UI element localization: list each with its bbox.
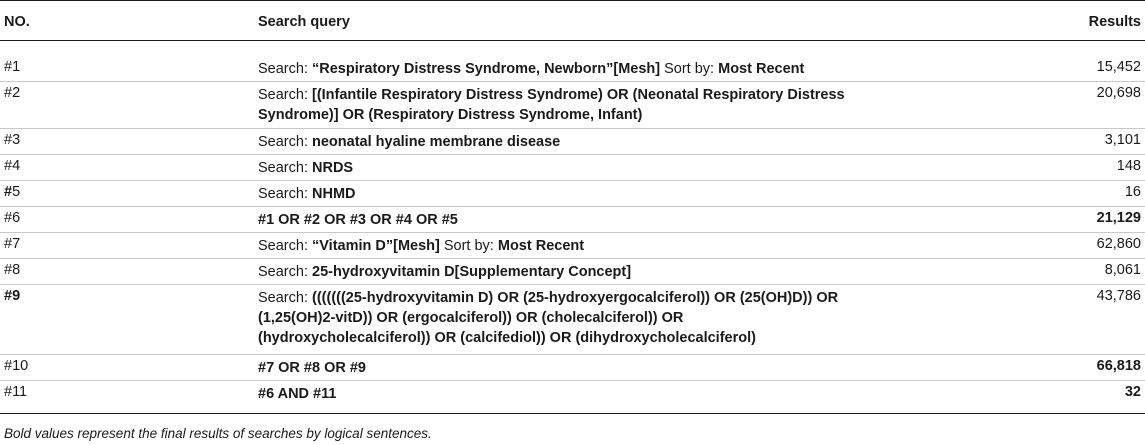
search-query: Search: (((((((25-hydroxyvitamin D) OR (25-hydroxyergocalciferol)) OR (25(OH)D)) OR (1,25(OH)2-vitD)) OR (ergocalciferol)) OR (cholecalciferol)) OR (hydroxycholecalciferol)) OR (calcifediol)) OR (dihydroxycholecalciferol) xyxy=(258,290,839,346)
row-divider xyxy=(0,81,1145,82)
search-query: Search: 25-hydroxyvitamin D[Supplementary Concept] xyxy=(258,264,632,280)
row-divider xyxy=(0,380,1145,381)
header-rule xyxy=(0,40,1145,41)
row-number: #5 xyxy=(4,184,21,200)
row-divider xyxy=(0,284,1145,285)
header-search-query: Search query xyxy=(258,14,350,30)
result-count: 66,818 xyxy=(1096,358,1141,374)
row-number: #8 xyxy=(4,262,21,278)
row-divider xyxy=(0,258,1145,259)
row-number: #11 xyxy=(4,384,28,400)
row-number: #10 xyxy=(4,358,29,374)
search-query: #7 OR #8 OR #9 xyxy=(258,360,366,376)
row-divider xyxy=(0,180,1145,181)
search-query: Search: NRDS xyxy=(258,160,354,176)
row-divider xyxy=(0,128,1145,129)
result-count: 16 xyxy=(1124,184,1141,200)
result-count: 32 xyxy=(1124,384,1141,400)
row-divider xyxy=(0,354,1145,355)
result-count: 148 xyxy=(1116,158,1141,174)
row-number: #9 xyxy=(4,288,21,304)
result-count: 3,101 xyxy=(1104,132,1141,148)
row-number: #7 xyxy=(4,236,21,252)
row-divider xyxy=(0,206,1145,207)
row-divider xyxy=(0,154,1145,155)
result-count: 15,452 xyxy=(1096,59,1141,75)
header-no: NO. xyxy=(4,14,30,30)
search-query: #6 AND #11 xyxy=(258,386,337,402)
row-number: #4 xyxy=(4,158,21,174)
search-query: Search: “Respiratory Distress Syndrome, Newborn”[Mesh] Sort by: Most Recent xyxy=(258,61,805,77)
result-count: 62,860 xyxy=(1096,236,1141,252)
search-query: Search: “Vitamin D”[Mesh] Sort by: Most Recent xyxy=(258,238,585,254)
result-count: 43,786 xyxy=(1096,288,1141,304)
search-query: Search: neonatal hyaline membrane disease xyxy=(258,134,561,150)
header-results: Results xyxy=(1088,14,1141,30)
row-number: #2 xyxy=(4,85,21,101)
result-count: 21,129 xyxy=(1096,210,1141,226)
search-query: Search: [(Infantile Respiratory Distress Syndrome) OR (Neonatal Respiratory Distress Syndrome)] OR (Respiratory Distress Syndrome, Infant) xyxy=(258,87,845,123)
table-top-rule xyxy=(0,0,1145,1)
table-footnote: Bold values represent the final results of searches by logical sentences. xyxy=(4,426,432,441)
row-number: #3 xyxy=(4,132,21,148)
row-number: #6 xyxy=(4,210,21,226)
search-query: Search: NHMD xyxy=(258,186,356,202)
row-divider xyxy=(0,232,1145,233)
table-bottom-rule xyxy=(0,413,1145,414)
search-query: #1 OR #2 OR #3 OR #4 OR #5 xyxy=(258,212,458,228)
result-count: 8,061 xyxy=(1104,262,1141,278)
row-number: #1 xyxy=(4,59,21,75)
result-count: 20,698 xyxy=(1096,85,1141,101)
